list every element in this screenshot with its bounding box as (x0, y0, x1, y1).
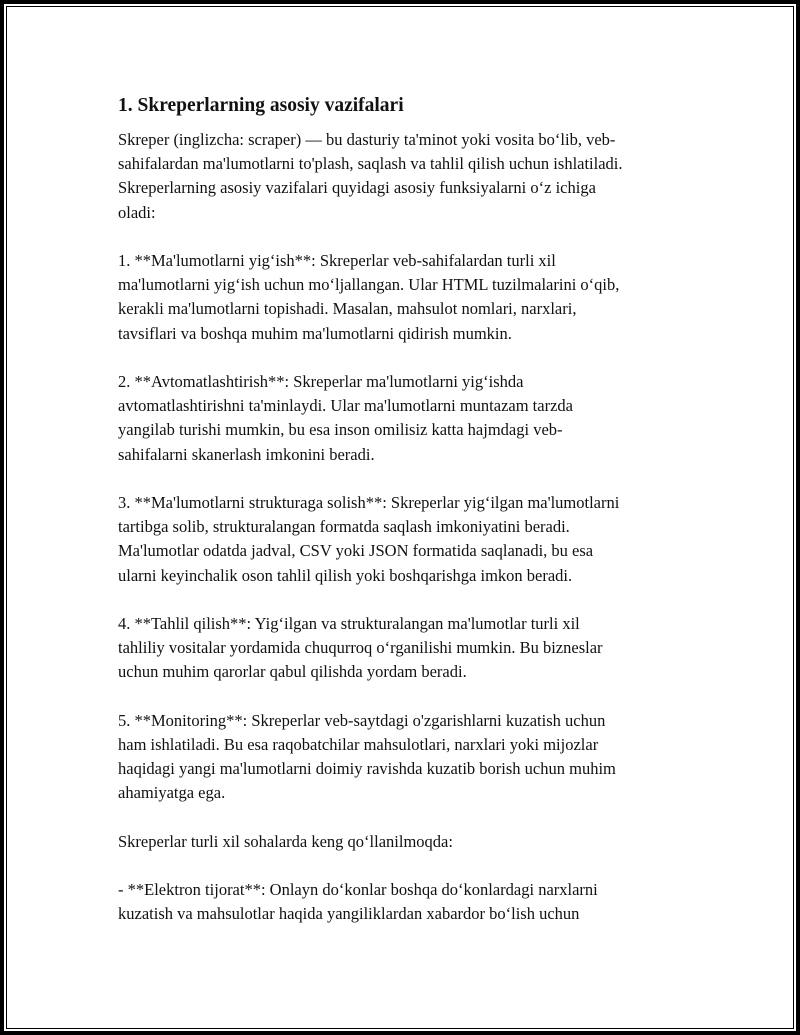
text-line: ma'lumotlarni yig‘ish uchun mo‘ljallangan. Ular HTML tuzilmalarini o‘qib, (118, 275, 620, 295)
text-line: sahifalardan ma'lumotlarni to'plash, saqlash va tahlil qilish uchun ishlatiladi. (118, 154, 623, 174)
text-line: Skreperlar turli xil sohalarda keng qo‘llanilmoqda: (118, 831, 453, 851)
document-body (118, 94, 690, 951)
text-line: ularni keyinchalik oson tahlil qilish yoki boshqarishga imkon beradi. (118, 565, 573, 585)
text-line: tahliliy vositalar yordamida chuqurroq o‘rganilishi mumkin. Bu bizneslar (118, 638, 603, 658)
text-line: sahifalarni skanerlash imkonini beradi. (118, 444, 375, 464)
text-line: haqidagi yangi ma'lumotlarni doimiy ravishda kuzatib borish uchun muhim (118, 759, 616, 779)
bullet-item-ecommerce (118, 878, 690, 926)
text-line: uchun muhim qarorlar qabul qilishda yordam beradi. (118, 662, 467, 682)
text-line: kerakli ma'lumotlarni topishadi. Masalan, mahsulot nomlari, narxlari, (118, 299, 577, 319)
list-item-analysis (118, 612, 690, 685)
list-item-automation (118, 370, 690, 467)
text-line: oladi: (118, 202, 156, 222)
text-line: avtomatlashtirishni ta'minlaydi. Ular ma'lumotlarni muntazam tarzda (118, 396, 573, 416)
text-line: tavsiflari va boshqa muhim ma'lumotlarni qidirish mumkin. (118, 323, 512, 343)
list-item-structuring (118, 491, 690, 588)
text-line: kuzatish va mahsulotlar haqida yangiliklardan xabardor bo‘lish uchun (118, 904, 580, 924)
usage-intro-paragraph (118, 830, 690, 854)
text-line: 1. **Ma'lumotlarni yig‘ish**: Skreperlar veb-sahifalardan turli xil (118, 251, 556, 270)
text-line: - **Elektron tijorat**: Onlayn do‘konlar boshqa do‘konlardagi narxlarni (118, 880, 598, 900)
text-line: Skreperlarning asosiy vazifalari quyidagi asosiy funksiyalarni o‘z ichiga (118, 178, 596, 198)
list-item-collecting (118, 249, 690, 346)
list-item-monitoring (118, 709, 690, 806)
text-line: ham ishlatiladi. Bu esa raqobatchilar mahsulotlari, narxlari yoki mijozlar (118, 735, 599, 754)
intro-paragraph (118, 128, 690, 225)
text-line: tartibga solib, strukturalangan formatda saqlash imkoniyatini beradi. (118, 517, 570, 537)
text-line: Ma'lumotlar odatda jadval, CSV yoki JSON formatida saqlanadi, bu esa (118, 541, 594, 561)
text-line: 2. **Avtomatlashtirish**: Skreperlar ma'lumotlarni yig‘ishda (118, 372, 524, 391)
text-line: 3. **Ma'lumotlarni strukturaga solish**: Skreperlar yig‘ilgan ma'lumotlarni (118, 493, 620, 512)
text-line: Skreper (inglizcha: scraper) — bu dasturiy ta'minot yoki vosita bo‘lib, veb- (118, 130, 616, 149)
text-line: 4. **Tahlil qilish**: Yig‘ilgan va strukturalangan ma'lumotlar turli xil (118, 614, 580, 633)
text-line: ahamiyatga ega. (118, 783, 226, 803)
text-line: yangilab turishi mumkin, bu esa inson omilisiz katta hajmdagi veb- (118, 420, 563, 440)
section-heading: 1. Skreperlarning asosiy vazifalari (118, 95, 404, 116)
text-line: 5. **Monitoring**: Skreperlar veb-saytdagi o'zgarishlarni kuzatish uchun (118, 710, 606, 730)
